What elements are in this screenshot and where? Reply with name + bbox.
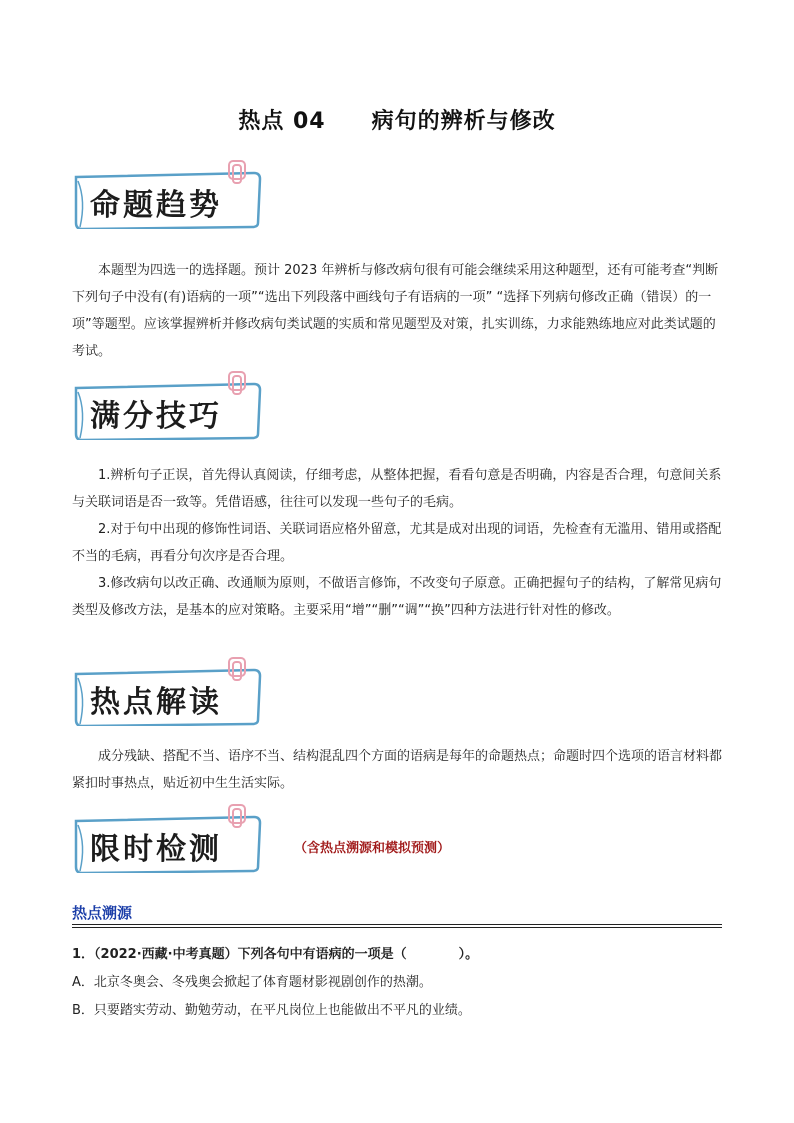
badge-test (72, 815, 451, 873)
test-note: （含热点溯源和模拟预测） (294, 841, 451, 856)
question-option-a: A．北京冬奥会、冬残奥会掀起了体育题材影视剧创作的热潮。 (72, 975, 432, 990)
divider (72, 927, 722, 928)
question-option-b: B．只要踏实劳动、勤勉劳动，在平凡岗位上也能做出不平凡的业绩。 (72, 1003, 471, 1018)
page-title (0, 104, 794, 135)
paperclip-icon (226, 370, 248, 396)
title-code: 热点 04 (238, 109, 326, 134)
section-heading-source (72, 902, 722, 923)
skills-paragraph-1: 1.辨析句子正误，首先得认真阅读，仔细考虑，从整体把握，看看句意是否明确，内容是否合理，句意间关系与关联词语是否一致等。凭借语感，往往可以发现一些句子的毛病。 (72, 468, 722, 510)
badge-trend (72, 171, 262, 229)
badge-label: 命题趋势 (90, 188, 222, 223)
badge-label: 热点解读 (90, 685, 222, 720)
paperclip-icon (226, 159, 248, 185)
skills-paragraph-2: 2.对于句中出现的修饰性词语、关联词语应格外留意，尤其是成对出现的词语，先检查有无滥用、错用或搭配不当的毛病，再看分句次序是否合理。 (72, 522, 722, 564)
section-heading-text: 热点溯源 (72, 904, 133, 922)
badge-hotspot (72, 668, 262, 726)
paperclip-icon (226, 803, 248, 829)
badge-label: 满分技巧 (90, 399, 222, 434)
badge-label: 限时检测 (90, 832, 222, 867)
trend-paragraph: 本题型为四选一的选择题。预计 2023 年辨析与修改病句很有可能会继续采用这种题型，还有可能考查“判断下列句子中没有(有)语病的一项”“选出下列段落中画线句子有语病的一项” “选择下列病句修改正确（错误）的一项”等题型。应该掌握辨析并修改病句类试题的实质和常见题型及对策，扎实训练，力求能熟练地应对此类试题的考试。 (72, 263, 719, 359)
question-stem: 1．（2022·西藏·中考真题）下列各句中有语病的一项是（ ）。 (72, 947, 479, 962)
divider (72, 924, 722, 925)
hotspot-paragraph: 成分残缺、搭配不当、语序不当、结构混乱四个方面的语病是每年的命题热点；命题时四个选项的语言材料都紧扣时事热点，贴近初中生生活实际。 (72, 749, 723, 791)
badge-skills (72, 382, 262, 440)
skills-paragraph-3: 3.修改病句以改正确、改通顺为原则，不做语言修饰，不改变句子原意。正确把握句子的结构，了解常见病句类型及修改方法，是基本的应对策略。主要采用“增”“删”“调”“换”四种方法进行针对性的修改。 (72, 576, 722, 618)
paperclip-icon (226, 656, 248, 682)
title-text: 病句的辨析与修改 (371, 109, 556, 134)
